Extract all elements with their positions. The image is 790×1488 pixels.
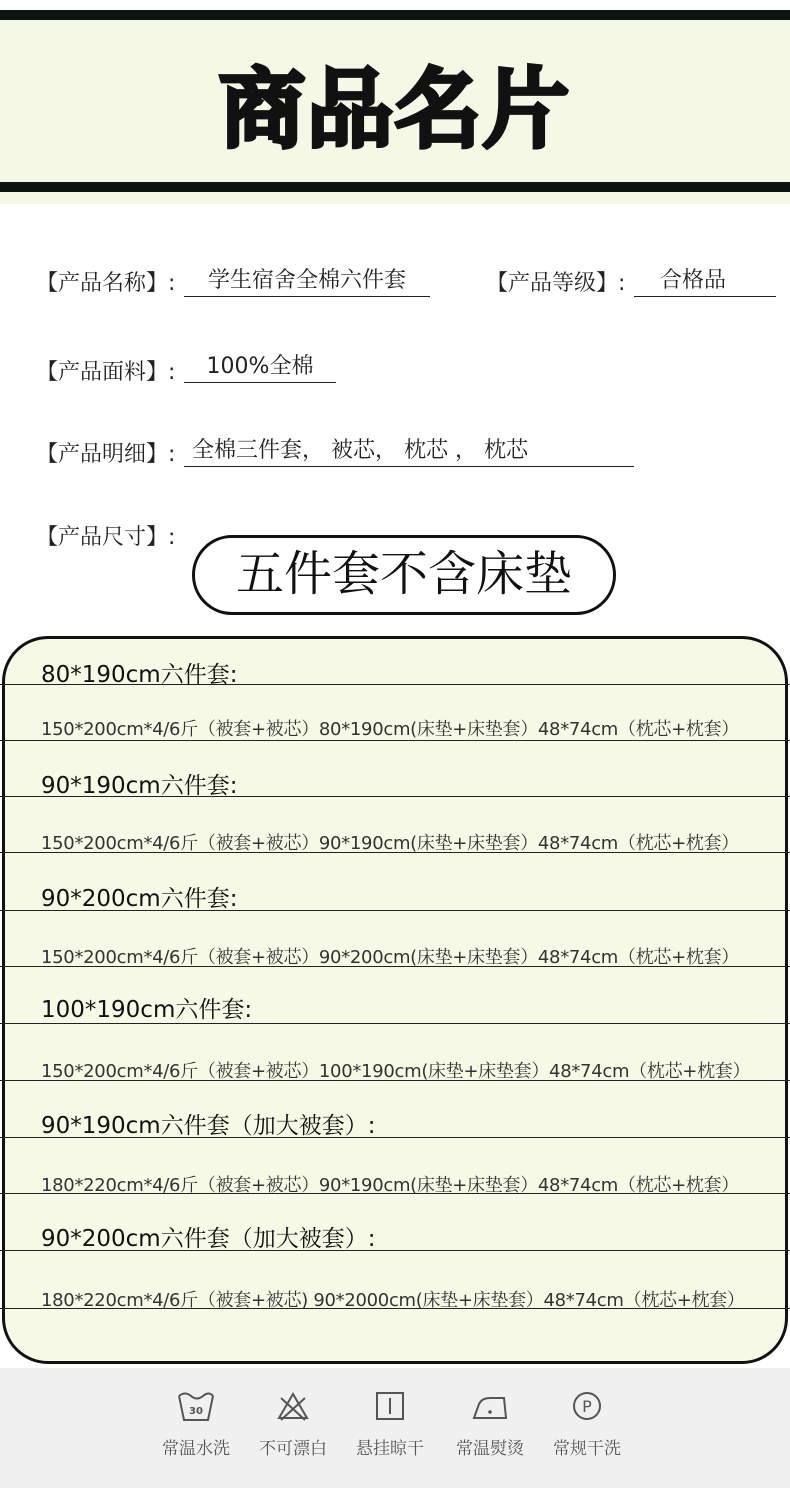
size-detail: 150*200cm*4/6斤（被套+被芯）90*200cm(床垫+床垫套）48*74cm（枕芯+枕套） [41,947,740,968]
product-material-field-wrap [184,352,336,382]
product-detail-row [36,437,175,468]
hang-dry-icon [370,1388,410,1424]
product-name-value: 学生宿舍全棉六件套 [184,266,430,297]
product-grade-value: 合格品 [634,266,776,297]
care-label: 不可漂白 [259,1439,327,1459]
dry-clean-p-icon [567,1388,607,1424]
product-material-value: 100%全棉 [184,352,336,383]
size-title: 90*190cm六件套（加大被套）: [41,1113,376,1139]
product-name-row [36,266,175,297]
size-title: 90*190cm六件套: [41,773,238,799]
product-name-label: 【产品名称】: [36,271,176,296]
no-bleach-icon [273,1388,313,1424]
care-item-iron [445,1388,535,1459]
header-strip [0,192,790,204]
washtub-30-icon [176,1388,216,1424]
product-detail-value: 全棉三件套， 被芯， 枕芯 ， 枕芯 [184,436,634,467]
size-title: 90*200cm六件套（加大被套）: [41,1226,376,1252]
product-name-field-wrap [184,266,430,296]
care-label: 常温熨烫 [456,1439,524,1459]
care-item-dry [345,1388,435,1459]
product-detail-label: 【产品明细】: [36,442,176,467]
product-material-row [36,355,175,386]
care-item-bleach [248,1388,338,1459]
size-title: 90*200cm六件套: [41,886,238,912]
care-instructions [0,1368,790,1488]
product-grade-field-wrap [634,266,776,296]
product-size-label: 【产品尺寸】: [36,525,176,550]
product-material-label: 【产品面料】: [36,360,176,385]
care-item-dryclean [542,1388,632,1459]
size-detail: 150*200cm*4/6斤（被套+被芯）80*190cm(床垫+床垫套）48*74cm（枕芯+枕套） [41,719,740,740]
product-size-row [36,520,175,551]
size-detail: 180*220cm*4/6斤（被套+被芯) 90*2000cm(床垫+床垫套）48*74cm（枕芯+枕套） [41,1290,745,1311]
care-item-wash [151,1388,241,1459]
product-grade-label: 【产品等级】: [486,271,626,296]
care-label: 悬挂晾干 [356,1439,424,1459]
care-label: 常规干洗 [553,1439,621,1459]
dryclean-letter: P [582,1397,592,1416]
size-detail: 150*200cm*4/6斤（被套+被芯）90*190cm(床垫+床垫套）48*74cm（枕芯+枕套） [41,833,740,854]
header-top-bar [0,10,790,20]
product-grade-row [486,266,625,297]
wash-temp-text: 30 [189,1406,203,1417]
header-bottom-bar [0,182,790,192]
size-title: 100*190cm六件套: [41,997,253,1023]
size-title: 80*190cm六件套: [41,662,238,688]
product-detail-field-wrap [184,436,634,468]
size-detail: 150*200cm*4/6斤（被套+被芯）100*190cm(床垫+床垫套）48*74cm（枕芯+枕套） [41,1061,751,1082]
size-detail: 180*220cm*4/6斤（被套+被芯）90*190cm(床垫+床垫套）48*74cm（枕芯+枕套） [41,1175,740,1196]
care-label: 常温水洗 [162,1439,230,1459]
page-title: 商品名片 [219,60,571,160]
no-mattress-note: 五件套不含床垫 [192,535,616,615]
iron-icon [470,1388,510,1424]
